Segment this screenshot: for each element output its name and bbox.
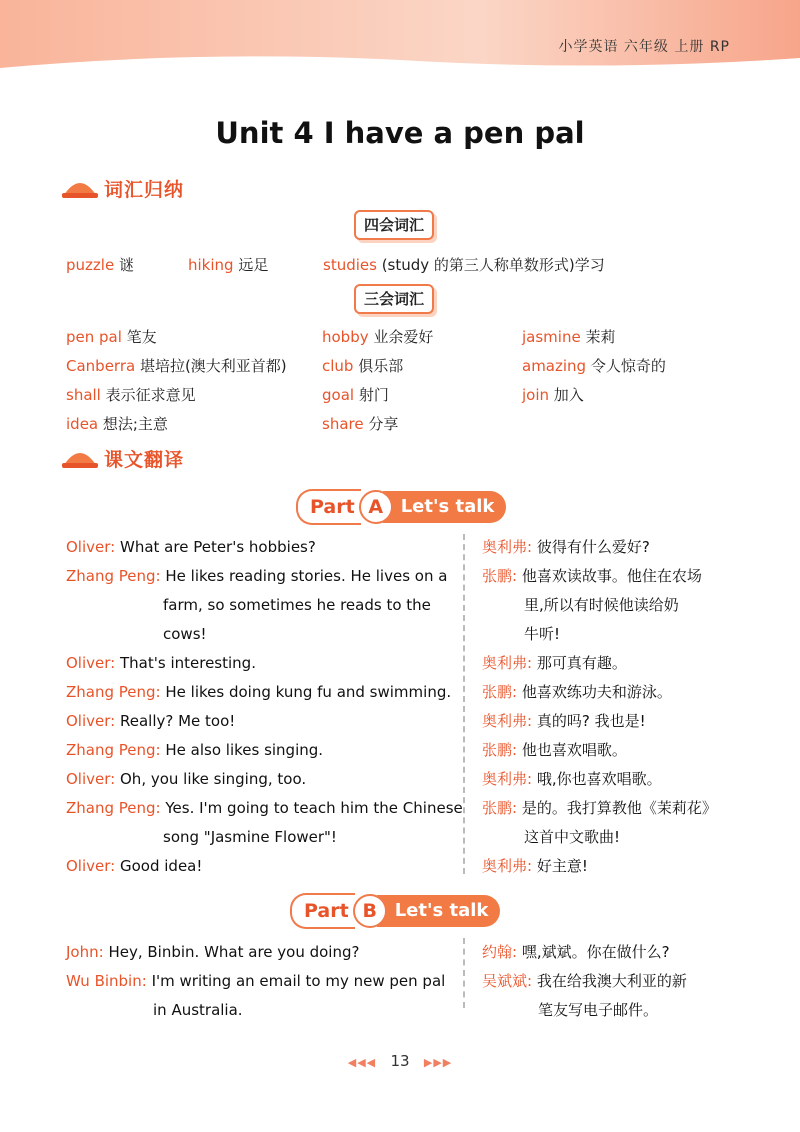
dialog-line xyxy=(524,620,560,649)
speaker-name: 奥利弗: xyxy=(482,770,533,788)
column-divider xyxy=(463,534,465,874)
vocab-item: studies (study 的第三人称单数形式)学习 xyxy=(323,256,605,274)
speaker-name: 张鹏: xyxy=(482,567,518,585)
column-divider xyxy=(463,938,465,1008)
dialog-text: Really? Me too! xyxy=(120,712,236,730)
dialog-text: He also likes singing. xyxy=(165,741,324,759)
dialog-line xyxy=(66,562,447,591)
dialog-text: 里,所以有时候他读给奶 xyxy=(524,596,679,614)
part-a-word: Part xyxy=(296,489,361,525)
dialog-text: 他喜欢练功夫和游泳。 xyxy=(521,683,672,701)
section-translation-heading xyxy=(62,442,184,474)
dialog-line xyxy=(66,938,359,967)
dialog-text: What are Peter's hobbies? xyxy=(120,538,316,556)
left-arrows-icon: ◀◀◀ xyxy=(347,1056,377,1069)
section-vocab-heading xyxy=(62,172,184,204)
dialog-line xyxy=(66,533,316,562)
dialog-text: 真的吗? 我也是! xyxy=(536,712,646,730)
speaker-name: 奥利弗: xyxy=(482,857,533,875)
section-vocab-label: 词汇归纳 xyxy=(104,178,185,201)
dialog-line xyxy=(66,736,323,765)
part-b-label: Let's talk xyxy=(377,895,501,927)
vocab-item: puzzle 谜 xyxy=(66,256,134,274)
dialog-line xyxy=(66,707,235,736)
vocab-item: shall 表示征求意见 xyxy=(66,386,196,404)
speaker-name: 奥利弗: xyxy=(482,538,533,556)
part-b-letter: B xyxy=(353,894,387,928)
dialog-text: 彼得有什么爱好? xyxy=(536,538,650,556)
speaker-name: Oliver: xyxy=(66,770,116,788)
dialog-text: Good idea! xyxy=(120,857,203,875)
part-b-banner xyxy=(290,892,500,930)
speaker-name: 张鹏: xyxy=(482,741,518,759)
speaker-name: 奥利弗: xyxy=(482,712,533,730)
section-book-icon xyxy=(62,177,98,199)
vocab-item: join 加入 xyxy=(522,386,584,404)
dialog-line xyxy=(538,996,658,1025)
dialog-line xyxy=(482,533,650,562)
speaker-name: John: xyxy=(66,943,104,961)
vocab-item: hobby 业余爱好 xyxy=(322,328,434,346)
speaker-name: 约翰: xyxy=(482,943,518,961)
dialog-line xyxy=(482,736,627,765)
dialog-text: in Australia. xyxy=(153,1001,243,1019)
dialog-text: Hey, Binbin. What are you doing? xyxy=(108,943,360,961)
section-book-icon xyxy=(62,447,98,469)
speaker-name: 张鹏: xyxy=(482,799,518,817)
dialog-text: 我在给我澳大利亚的新 xyxy=(536,972,687,990)
vocab-item: jasmine 茉莉 xyxy=(522,328,616,346)
dialog-text: He likes doing kung fu and swimming. xyxy=(165,683,452,701)
dialog-line xyxy=(66,649,256,678)
page-number: 13 xyxy=(390,1052,410,1070)
section-translation-label: 课文翻译 xyxy=(104,448,185,471)
dialog-line xyxy=(66,678,451,707)
right-arrows-icon: ▶▶▶ xyxy=(423,1056,453,1069)
dialog-line xyxy=(524,823,620,852)
speaker-name: Oliver: xyxy=(66,712,116,730)
vocab-item: amazing 令人惊奇的 xyxy=(522,357,666,375)
page-title: Unit 4 I have a pen pal xyxy=(215,116,585,150)
part-a-letter: A xyxy=(359,490,393,524)
dialog-text: 是的。我打算教他《茉莉花》 xyxy=(521,799,717,817)
vocab-item: club 俱乐部 xyxy=(322,357,404,375)
vocab-item: Canberra 堪培拉(澳大利亚首都) xyxy=(66,357,287,375)
dialog-text: He likes reading stories. He lives on a xyxy=(165,567,448,585)
vocab-item: share 分享 xyxy=(322,415,399,433)
speaker-name: Wu Binbin: xyxy=(66,972,147,990)
dialog-line xyxy=(66,765,306,794)
speaker-name: Zhang Peng: xyxy=(66,799,161,817)
speaker-name: 吴斌斌: xyxy=(482,972,533,990)
dialog-text: 这首中文歌曲! xyxy=(524,828,621,846)
dialog-line xyxy=(482,938,670,967)
dialog-line xyxy=(163,620,207,649)
speaker-name: Zhang Peng: xyxy=(66,567,161,585)
dialog-line xyxy=(482,967,687,996)
speaker-name: Oliver: xyxy=(66,857,116,875)
dialog-line xyxy=(163,823,337,852)
dialog-line xyxy=(66,852,202,881)
dialog-text: farm, so sometimes he reads to the xyxy=(163,596,431,614)
vocab-item: idea 想法;主意 xyxy=(66,415,168,433)
part-b-word: Part xyxy=(290,893,355,929)
dialog-text: That's interesting. xyxy=(120,654,256,672)
part-a-label: Let's talk xyxy=(383,491,507,523)
dialog-line xyxy=(66,794,463,823)
speaker-name: Oliver: xyxy=(66,654,116,672)
dialog-text: Yes. I'm going to teach him the Chinese xyxy=(165,799,463,817)
vocab-item: pen pal 笔友 xyxy=(66,328,157,346)
dialog-line xyxy=(482,794,717,823)
vocab-item: hiking 远足 xyxy=(188,256,269,274)
page-number-footer xyxy=(0,1052,800,1070)
speaker-name: Zhang Peng: xyxy=(66,741,161,759)
dialog-line xyxy=(482,678,672,707)
dialog-text: 笔友写电子邮件。 xyxy=(538,1001,659,1019)
dialog-text: 好主意! xyxy=(536,857,588,875)
dialog-text: song "Jasmine Flower"! xyxy=(163,828,337,846)
dialog-text: 哦,你也喜欢唱歌。 xyxy=(536,770,662,788)
dialog-text: I'm writing an email to my new pen pal xyxy=(151,972,446,990)
dialog-text: 他喜欢读故事。他住在农场 xyxy=(521,567,702,585)
dialog-text: 牛听! xyxy=(524,625,561,643)
dialog-line xyxy=(482,562,702,591)
speaker-name: 奥利弗: xyxy=(482,654,533,672)
dialog-line xyxy=(482,649,627,678)
speaker-name: Oliver: xyxy=(66,538,116,556)
dialog-line xyxy=(482,852,588,881)
tag-three-vocab: 三会词汇 xyxy=(354,284,434,314)
speaker-name: Zhang Peng: xyxy=(66,683,161,701)
dialog-text: 那可真有趣。 xyxy=(536,654,627,672)
dialog-line xyxy=(482,765,662,794)
part-a-banner xyxy=(296,488,506,526)
dialog-line xyxy=(66,967,445,996)
tag-four-vocab: 四会词汇 xyxy=(354,210,434,240)
header-text: 小学英语 六年级 上册 RP xyxy=(558,39,730,55)
dialog-line xyxy=(153,996,243,1025)
dialog-text: 他也喜欢唱歌。 xyxy=(521,741,627,759)
dialog-text: Oh, you like singing, too. xyxy=(120,770,307,788)
dialog-line xyxy=(524,591,679,620)
dialog-line xyxy=(163,591,431,620)
dialog-text: 嘿,斌斌。你在做什么? xyxy=(521,943,670,961)
dialog-line xyxy=(482,707,646,736)
speaker-name: 张鹏: xyxy=(482,683,518,701)
dialog-text: cows! xyxy=(163,625,207,643)
vocab-item: goal 射门 xyxy=(322,386,389,404)
